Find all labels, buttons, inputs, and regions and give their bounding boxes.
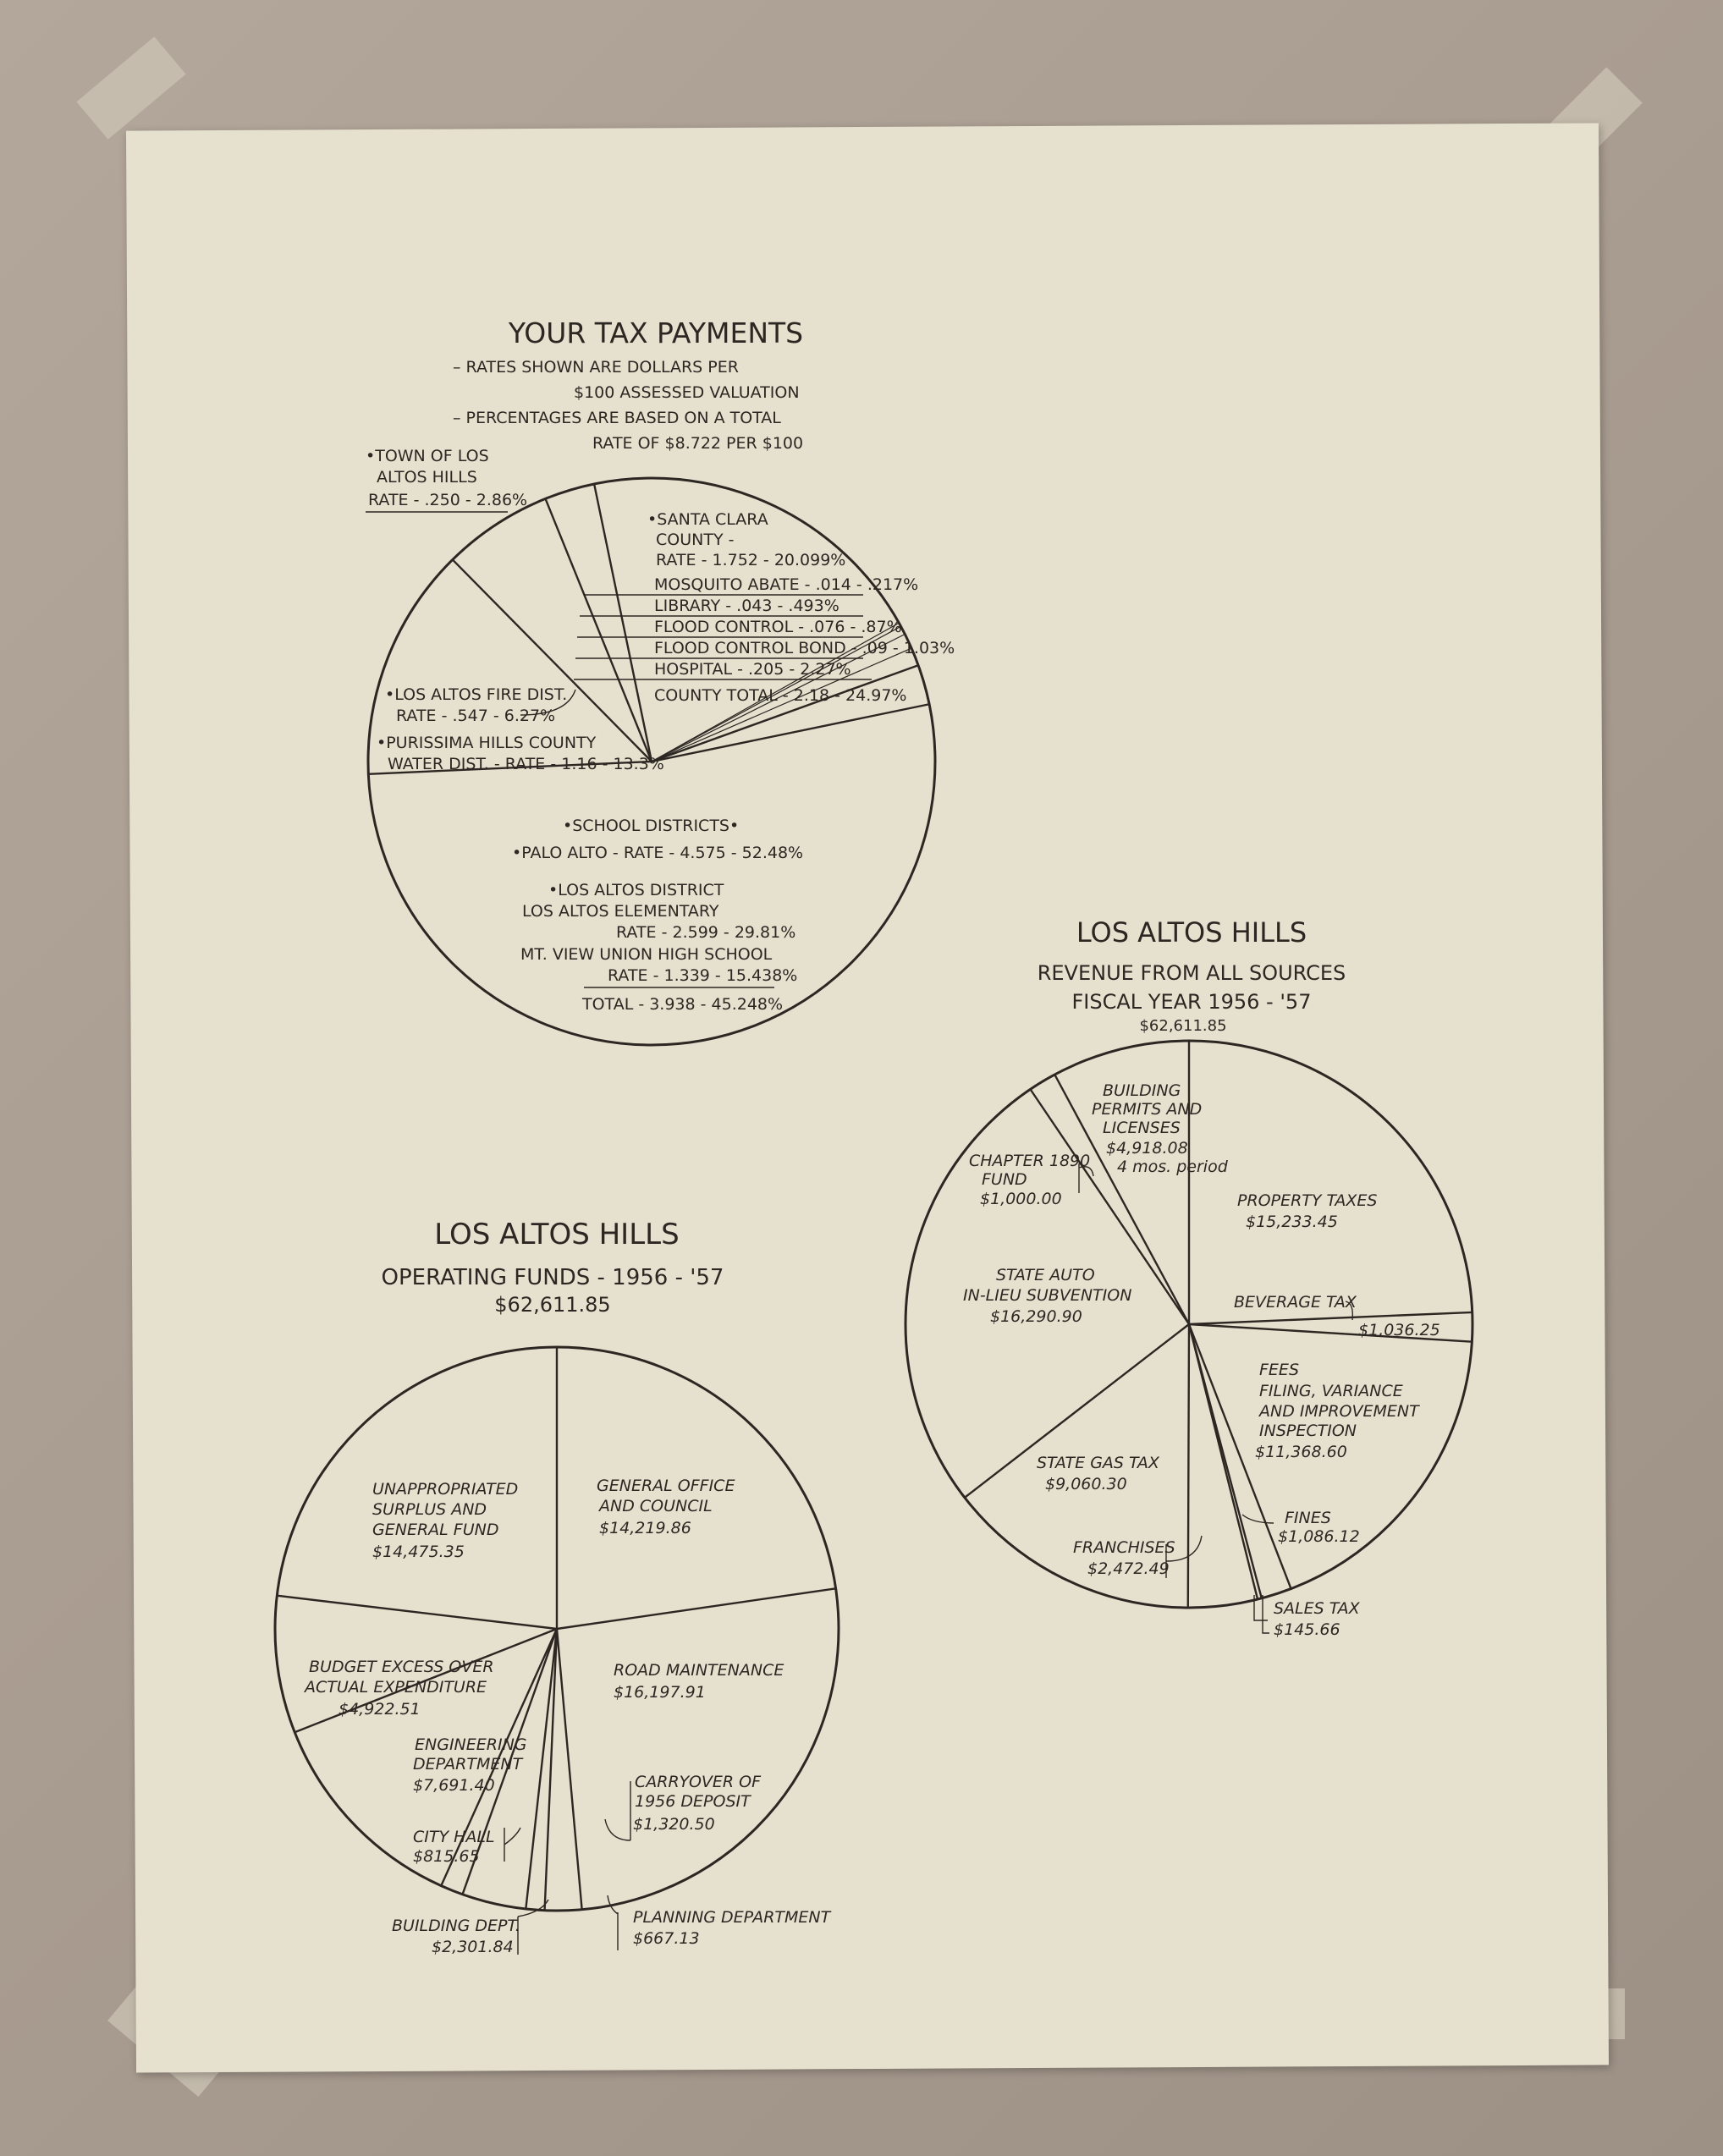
tax-slice-label: •PALO ALTO - RATE - 4.575 - 52.48% [512, 844, 804, 862]
tax-subtitle-line: RATE OF $8.722 PER $100 [592, 434, 804, 453]
revenue-slice-label: BUILDING [1103, 1081, 1181, 1100]
funds-slice-label: CITY HALL [413, 1828, 495, 1846]
pie-slice-boundary [545, 1629, 557, 1911]
tax-district-line: TOTAL - 3.938 - 45.248% [582, 995, 784, 1014]
pie-slice-boundary [557, 1588, 836, 1629]
tax-slice-label: •LOS ALTOS FIRE DIST. [385, 685, 568, 704]
funds-slice-label: ACTUAL EXPENDITURE [305, 1678, 487, 1697]
funds-slice-label: $2,301.84 [432, 1938, 514, 1956]
revenue-slice-label: $4,918.08 [1106, 1139, 1188, 1158]
tax-slice-label: RATE - .250 - 2.86% [368, 491, 528, 509]
tax-subtitle-line: – PERCENTAGES ARE BASED ON A TOTAL [453, 409, 781, 427]
funds-slice-label: $815.65 [413, 1847, 480, 1866]
revenue-slice-label: INSPECTION [1259, 1422, 1357, 1440]
tax-slice-label: LIBRARY - .043 - .493% [654, 597, 839, 615]
funds-carryover-leader [605, 1781, 630, 1840]
funds-subtitle-line: OPERATING FUNDS - 1956 - '57 [381, 1265, 724, 1290]
funds-slice-label: $14,475.35 [372, 1543, 465, 1561]
funds-slice-label: AND COUNCIL [599, 1497, 713, 1515]
revenue-slice-label: LICENSES [1103, 1119, 1181, 1137]
funds-slice-label: ROAD MAINTENANCE [614, 1661, 784, 1680]
funds-cityhall-leader [504, 1828, 520, 1862]
revenue-slice-label: FRANCHISES [1073, 1538, 1175, 1557]
revenue-slice-label: STATE AUTO [996, 1266, 1095, 1284]
pie-slice-boundary [557, 1629, 582, 1910]
funds-subtitle-line: $62,611.85 [494, 1293, 611, 1317]
revenue-slice-label: CHAPTER 1890 [969, 1152, 1091, 1170]
pie-slice-boundary [594, 484, 652, 762]
funds-slice-label: $1,320.50 [633, 1815, 715, 1834]
funds-chart-title: LOS ALTOS HILLS [434, 1218, 680, 1251]
revenue-slice-label: $1,000.00 [980, 1190, 1062, 1208]
revenue-subtitle-line: FISCAL YEAR 1956 - '57 [1071, 990, 1312, 1014]
funds-slice-label: $4,922.51 [339, 1700, 421, 1719]
revenue-subtitle-line: $62,611.85 [1139, 1017, 1227, 1035]
funds-slice-label: 1956 DEPOSIT [635, 1792, 751, 1811]
pie-slice-boundary [277, 1596, 557, 1629]
revenue-slice-label: BEVERAGE TAX [1234, 1293, 1357, 1312]
tax-payments-chart [366, 316, 955, 1045]
funds-slice-label: GENERAL FUND [372, 1521, 499, 1539]
revenue-chart [906, 916, 1473, 1639]
funds-slice-label: DEPARTMENT [413, 1755, 523, 1774]
revenue-slice-label: FINES [1285, 1509, 1331, 1527]
tax-slice-label: ALTOS HILLS [377, 468, 477, 487]
tax-county-total: COUNTY TOTAL - 2.18 - 24.97% [654, 686, 907, 705]
funds-slice-label: $14,219.86 [599, 1519, 691, 1537]
revenue-slice-label: $11,368.60 [1255, 1443, 1347, 1461]
revenue-slice-label: PROPERTY TAXES [1237, 1191, 1378, 1210]
revenue-slice-label: FEES [1259, 1361, 1299, 1379]
funds-slice-label: GENERAL OFFICE [597, 1477, 735, 1495]
tax-district-line: MT. VIEW UNION HIGH SCHOOL [520, 945, 773, 964]
tax-district-line: LOS ALTOS ELEMENTARY [522, 902, 719, 921]
funds-slice-label: SURPLUS AND [372, 1500, 487, 1519]
tax-slice-label: •TOWN OF LOS [366, 447, 489, 465]
tax-slice-label: HOSPITAL - .205 - 2.27% [654, 660, 851, 679]
revenue-slice-label: STATE GAS TAX [1037, 1454, 1159, 1472]
funds-slice-label: $667.13 [633, 1929, 700, 1948]
pie-slice-boundary [652, 704, 929, 762]
funds-slice-label: PLANNING DEPARTMENT [633, 1908, 831, 1927]
revenue-slice-label: FUND [982, 1170, 1027, 1189]
pie-slice-boundary [1189, 1324, 1258, 1599]
funds-slice-label: ENGINEERING [415, 1735, 527, 1754]
tax-slice-label: FLOOD CONTROL - .076 - .87% [654, 618, 902, 636]
tax-slice-label: MOSQUITO ABATE - .014 - .217% [654, 575, 919, 594]
revenue-slice-label: PERMITS AND [1092, 1100, 1203, 1119]
tax-subtitle-line: – RATES SHOWN ARE DOLLARS PER [453, 358, 739, 377]
tax-slice-label: COUNTY - [656, 531, 735, 549]
tax-slice-label: •PURISSIMA HILLS COUNTY [377, 734, 597, 752]
pie-slice-boundary [453, 559, 652, 762]
tax-slice-label: •SANTA CLARA [647, 510, 768, 529]
operating-funds-chart [275, 1218, 839, 1956]
funds-slice-label: $16,197.91 [614, 1683, 706, 1702]
funds-slice-label: CARRYOVER OF [635, 1773, 762, 1791]
funds-slice-label: UNAPPROPRIATED [372, 1480, 519, 1499]
tax-slice-label: RATE - .547 - 6.27% [396, 707, 556, 725]
revenue-slice-label: $2,472.49 [1087, 1559, 1170, 1578]
revenue-slice-label: $16,290.90 [990, 1307, 1082, 1326]
revenue-slice-label: FILING, VARIANCE [1259, 1382, 1403, 1400]
revenue-slice-label: AND IMPROVEMENT [1259, 1402, 1419, 1421]
revenue-slice-label: $9,060.30 [1045, 1475, 1127, 1493]
revenue-fines-leader [1242, 1515, 1274, 1523]
tax-slice-label: FLOOD CONTROL BOND - .09 - 1.03% [654, 639, 955, 657]
pie-slice-boundary [546, 498, 652, 762]
revenue-slice-label: $1,036.25 [1358, 1321, 1440, 1339]
tax-district-line: •LOS ALTOS DISTRICT [548, 881, 724, 899]
pie-slice-boundary [1188, 1324, 1189, 1608]
tax-district-line: RATE - 2.599 - 29.81% [616, 923, 796, 942]
tax-subtitle-line: $100 ASSESSED VALUATION [574, 383, 800, 402]
tax-slice-label: •SCHOOL DISTRICTS• [563, 817, 740, 835]
revenue-subtitle-line: REVENUE FROM ALL SOURCES [1037, 961, 1346, 985]
tax-district-line: RATE - 1.339 - 15.438% [608, 966, 798, 985]
revenue-slice-label: $1,086.12 [1278, 1527, 1360, 1546]
funds-slice-label: $7,691.40 [413, 1776, 495, 1795]
funds-slice-label: BUILDING DEPT. [392, 1917, 520, 1935]
revenue-slice-label: IN-LIEU SUBVENTION [963, 1286, 1132, 1305]
tax-chart-title: YOUR TAX PAYMENTS [508, 316, 804, 349]
revenue-slice-label: $15,233.45 [1246, 1213, 1338, 1231]
funds-slice-label: BUDGET EXCESS OVER [309, 1658, 494, 1676]
revenue-slice-label: $145.66 [1274, 1620, 1340, 1639]
funds-pie-spokes [277, 1347, 835, 1911]
revenue-slice-label: SALES TAX [1274, 1599, 1360, 1618]
tax-slice-label: RATE - 1.752 - 20.099% [656, 551, 846, 569]
tax-slice-label: WATER DIST. - RATE - 1.16 - 13.3% [388, 755, 664, 773]
revenue-slice-label: 4 mos. period [1117, 1158, 1228, 1176]
revenue-chart-title: LOS ALTOS HILLS [1076, 916, 1307, 949]
